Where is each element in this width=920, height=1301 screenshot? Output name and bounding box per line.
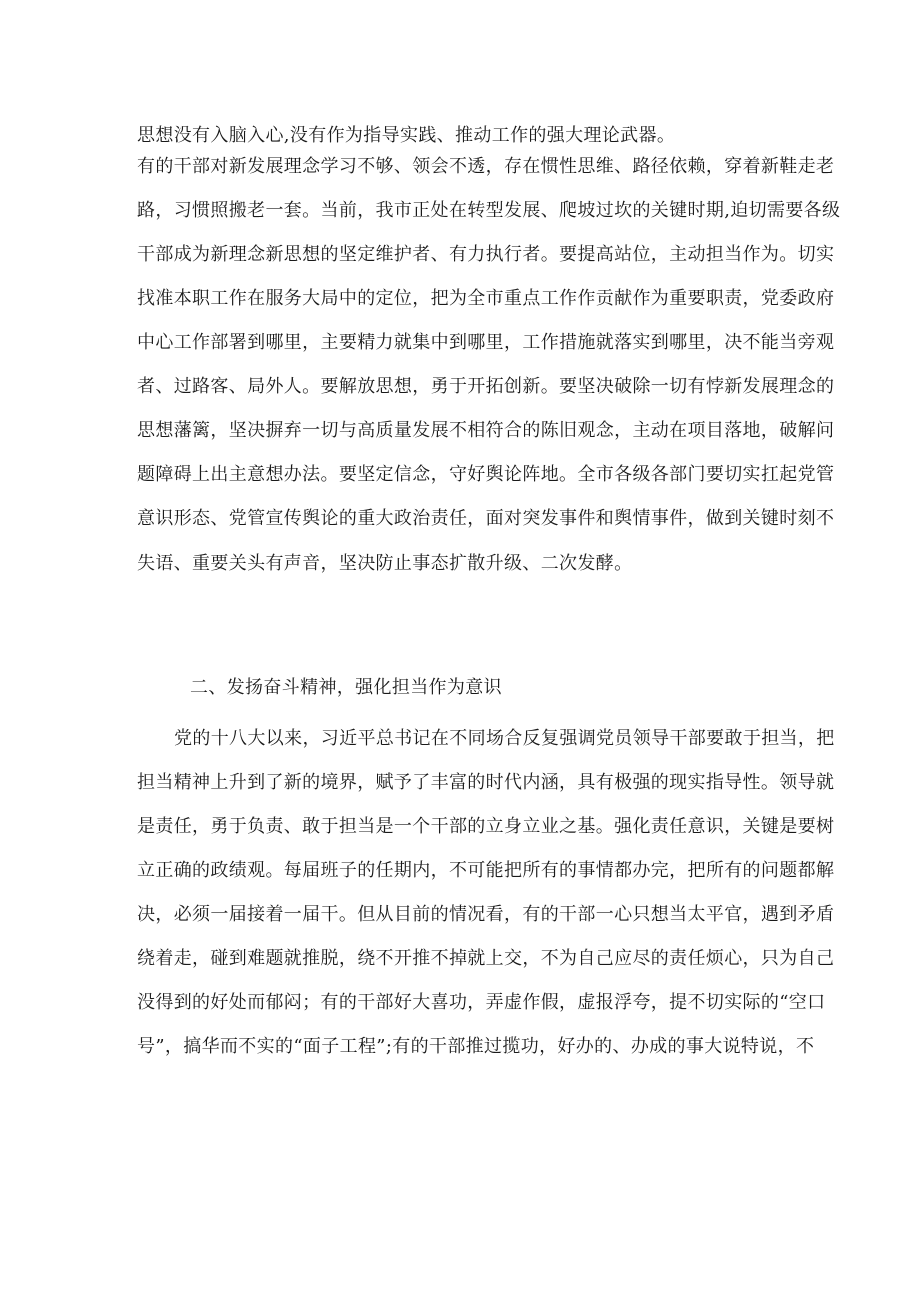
paragraph-line: 是责任，勇于负责、敢于担当是一个干部的立身立业之基。强化责任意识，关键是要树: [137, 816, 835, 837]
paragraph-line: 失语、重要关头有声音，坚决防止事态扩散升级、二次发酵。: [137, 553, 633, 574]
paragraph-line: 干部成为新理念新思想的坚定维护者、有力执行者。要提高站位，主动担当作为。切实: [137, 244, 835, 265]
paragraph-line: 中心工作部署到哪里，主要精力就集中到哪里，工作措施就落实到哪里，决不能当旁观: [137, 332, 835, 353]
paragraph-line: 立正确的政绩观。每届班子的任期内，不可能把所有的事情都办完，把所有的问题都解: [137, 860, 835, 881]
paragraph-line: 路，习惯照搬老一套。当前，我市正处在转型发展、爬坡过坎的关键时期,迫切需要各级: [137, 200, 841, 221]
paragraph-line: 绕着走，碰到难题就推脱，绕不开推不掉就上交，不为自己应尽的责任烦心，只为自己: [137, 948, 835, 969]
paragraph-line: 党的十八大以来，习近平总书记在不同场合反复强调党员领导干部要敢于担当，把: [174, 728, 835, 749]
paragraph-line: 决，必须一届接着一届干。但从目前的情况看，有的干部一心只想当太平官，遇到矛盾: [137, 904, 835, 925]
paragraph-line: 没得到的好处而郁闷；有的干部好大喜功，弄虚作假，虚报浮夸，提不切实际的“空口: [137, 992, 826, 1013]
paragraph-line: 思想藩篱，坚决摒弃一切与高质量发展不相符合的陈旧观念，主动在项目落地，破解问: [137, 420, 835, 441]
paragraph-line: 担当精神上升到了新的境界，赋予了丰富的时代内涵，具有极强的现实指导性。领导就: [137, 772, 835, 793]
paragraph-line: 者、过路客、局外人。要解放思想，勇于开拓创新。要坚决破除一切有悖新发展理念的: [137, 376, 835, 397]
paragraph-line: 号”，搞华而不实的“面子工程”;有的干部推过揽功，好办的、办成的事大说特说，不: [137, 1036, 815, 1057]
paragraph-line: 题障碍上出主意想办法。要坚定信念，守好舆论阵地。全市各级各部门要切实扛起党管: [137, 464, 835, 485]
paragraph-line: 意识形态、党管宣传舆论的重大政治责任，面对突发事件和舆情事件，做到关键时刻不: [137, 508, 835, 529]
section-heading: 二、发扬奋斗精神，强化担当作为意识: [190, 677, 502, 698]
paragraph-line: 找准本职工作在服务大局中的定位，把为全市重点工作作贡献作为重要职责，党委政府: [137, 288, 835, 309]
paragraph-line: 有的干部对新发展理念学习不够、领会不透，存在惯性思维、路径依赖，穿着新鞋走老: [137, 156, 835, 177]
paragraph-line: 思想没有入脑入心,没有作为指导实践、推动工作的强大理论武器。: [137, 125, 676, 146]
